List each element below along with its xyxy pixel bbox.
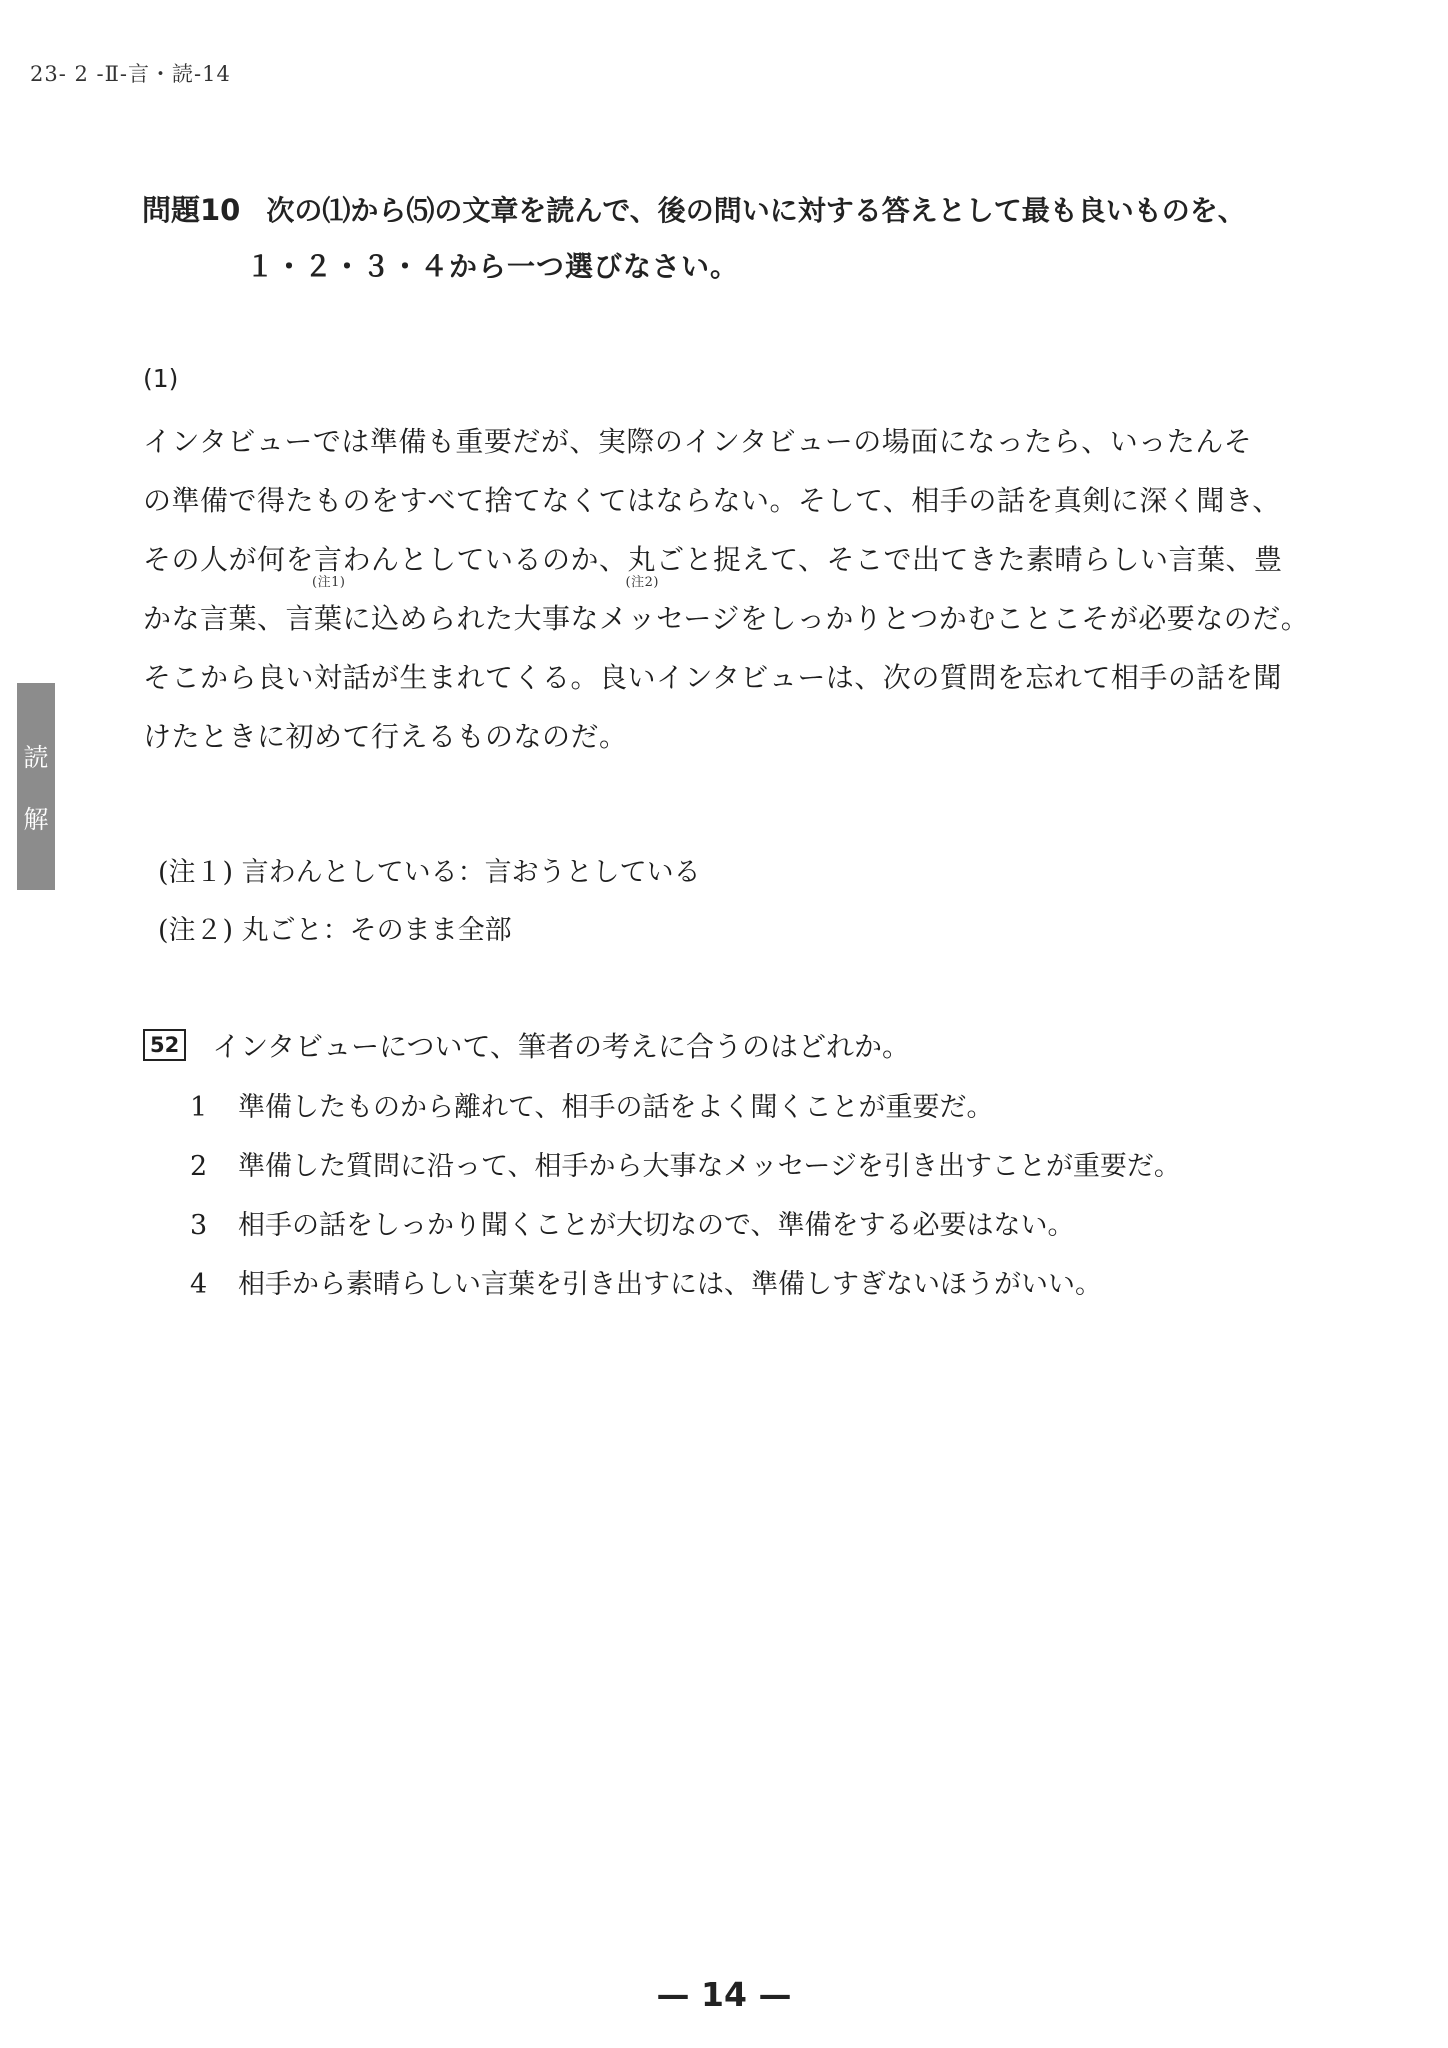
option-number: 4 xyxy=(190,1269,208,1300)
footnote-marker-2: (注2) xyxy=(625,575,659,590)
option-number: 2 xyxy=(190,1151,208,1182)
footnote: (注２) 丸ごと：そのまま全部 xyxy=(158,915,512,946)
footnote: (注１) 言わんとしている：言おうとしている xyxy=(158,857,701,888)
passage-line: そこから良い対話が生まれてくる。良いインタビューは、次の質問を忘れて相手の話を聞 xyxy=(143,661,1282,694)
page-number: — 14 — xyxy=(656,1975,792,2014)
passage-text-segment: 丸 xyxy=(627,543,657,576)
passage-line: かな言葉、言葉に込められた大事なメッセージをしっかりとつかむことこそが必要なのだ。 xyxy=(143,602,1310,635)
question-number-box: 52 xyxy=(143,1029,186,1061)
option-text: 準備したものから離れて、相手の話をよく聞くことが重要だ。 xyxy=(238,1092,994,1123)
passage-label: (1) xyxy=(143,364,179,393)
answer-option[interactable] xyxy=(190,1085,993,1124)
question-text: インタビューについて、筆者の考えに合うのはどれか。 xyxy=(212,1030,910,1063)
passage-text-segment: ごと捉えて、そこで出てきた素晴らしい言葉、豊 xyxy=(656,543,1283,576)
passage-line: の準備で得たものをすべて捨てなくてはならない。そして、相手の話を真剣に深く聞き、 xyxy=(143,484,1281,517)
question-52 xyxy=(143,1025,910,1065)
section-tab-char: 読 xyxy=(23,742,49,772)
section-tab-char: 解 xyxy=(23,804,49,834)
page-header-code: 23- 2 -Ⅱ-言・読-14 xyxy=(30,62,231,86)
reading-section-tab xyxy=(17,683,55,890)
answer-option[interactable] xyxy=(190,1144,1181,1183)
passage-text-segment: その人が何を xyxy=(143,543,315,576)
option-text: 相手から素晴らしい言葉を引き出すには、準備しすぎないほうがいい。 xyxy=(238,1269,1102,1300)
passage-text-segment: わんとしているのか、 xyxy=(342,543,628,576)
option-number: 3 xyxy=(190,1210,208,1241)
answer-option[interactable] xyxy=(190,1262,1102,1301)
footnote-marker-1: (注1) xyxy=(312,575,346,590)
passage-line: インタビューでは準備も重要だが、実際のインタビューの場面になったら、いったんそ xyxy=(143,425,1253,458)
passage-line xyxy=(143,538,1283,590)
question-set-number: 問題10 xyxy=(142,193,241,227)
annotated-word xyxy=(312,538,346,590)
passage-line: けたときに初めて行えるものなのだ。 xyxy=(143,720,628,753)
instruction-line-1: 次の⑴から⑸の文章を読んで、後の問いに対する答えとして最も良いものを、 xyxy=(266,194,1246,227)
option-text: 準備した質問に沿って、相手から大事なメッセージを引き出すことが重要だ。 xyxy=(238,1151,1181,1182)
annotated-word xyxy=(625,538,659,590)
answer-option[interactable] xyxy=(190,1203,1074,1242)
instruction-line-2: １・２・３・４から一つ選びなさい。 xyxy=(246,250,740,283)
question-heading xyxy=(142,188,1246,229)
option-text: 相手の話をしっかり聞くことが大切なので、準備をする必要はない。 xyxy=(238,1210,1075,1241)
passage-text-segment: 言 xyxy=(314,543,343,576)
option-number: 1 xyxy=(190,1092,208,1123)
